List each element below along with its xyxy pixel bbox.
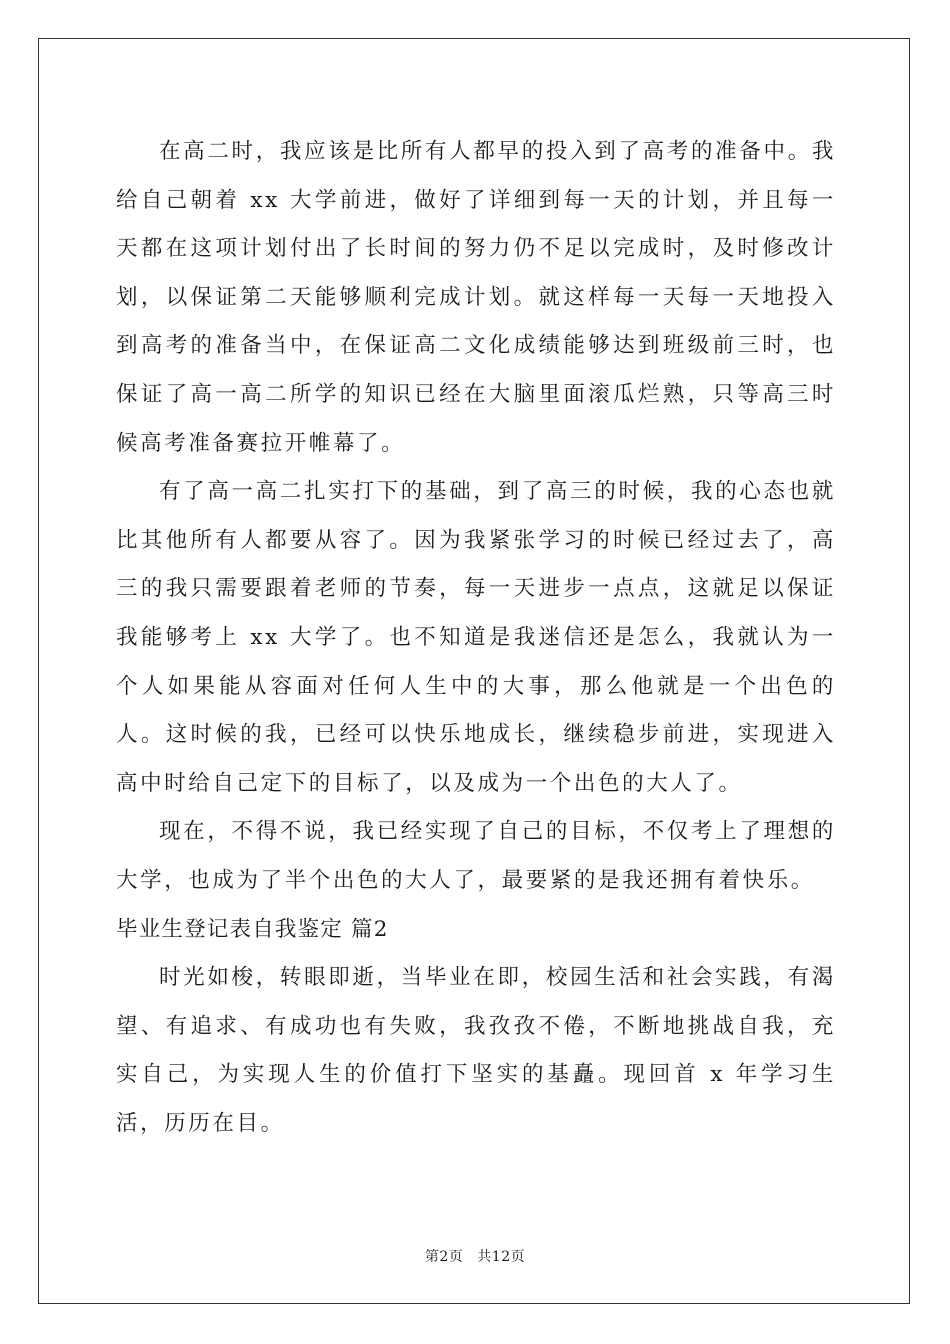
paragraph: 时光如梭，转眼即逝，当毕业在即，校园生活和社会实践，有渴望、有追求、有成功也有失败，我孜孜不倦，不断地挑战自我，充实自己，为实现人生的价值打下坚实的基矗。现回首 x 年学习生活，历历在目。 [116,965,836,1136]
page-footer [0,1246,950,1266]
paragraph: 在高二时，我应该是比所有人都早的投入到了高考的准备中。我给自己朝着 xx 大学前进，做好了详细到每一天的计划，并且每一天都在这项计划付出了长时间的努力仍不足以完成时，及时修改计划，以保证第二天能够顺利完成计划。就这样每一天每一天地投入到高考的准备当中，在保证高二文化成绩能够达到班级前三时，也保证了高一高二所学的知识已经在大脑里面滚瓜烂熟，只等高三时候高考准备赛拉开帷幕了。 [116,139,836,456]
paragraph: 有了高一高二扎实打下的基础，到了高三的时候，我的心态也就比其他所有人都要从容了。因为我紧张学习的时候已经过去了，高三的我只需要跟着老师的节奏，每一天进步一点点，这就足以保证我能够考上 xx 大学了。也不知道是我迷信还是怎么，我就认为一个人如果能从容面对任何人生中的大事，那么他就是一个出色的人。这时候的我，已经可以快乐地成长，继续稳步前进，实现进入高中时给自己定下的目标了，以及成为一个出色的大人了。 [116,479,836,796]
page-number: 第2页 [424,1249,464,1265]
page-total: 共12页 [477,1249,526,1265]
section-heading: 毕业生登记表自我鉴定 篇2 [116,916,389,942]
document-body [116,128,836,1148]
paragraph: 现在，不得不说，我已经实现了自己的目标，不仅考上了理想的大学，也成为了半个出色的大人了，最要紧的是我还拥有着快乐。 [116,819,836,893]
